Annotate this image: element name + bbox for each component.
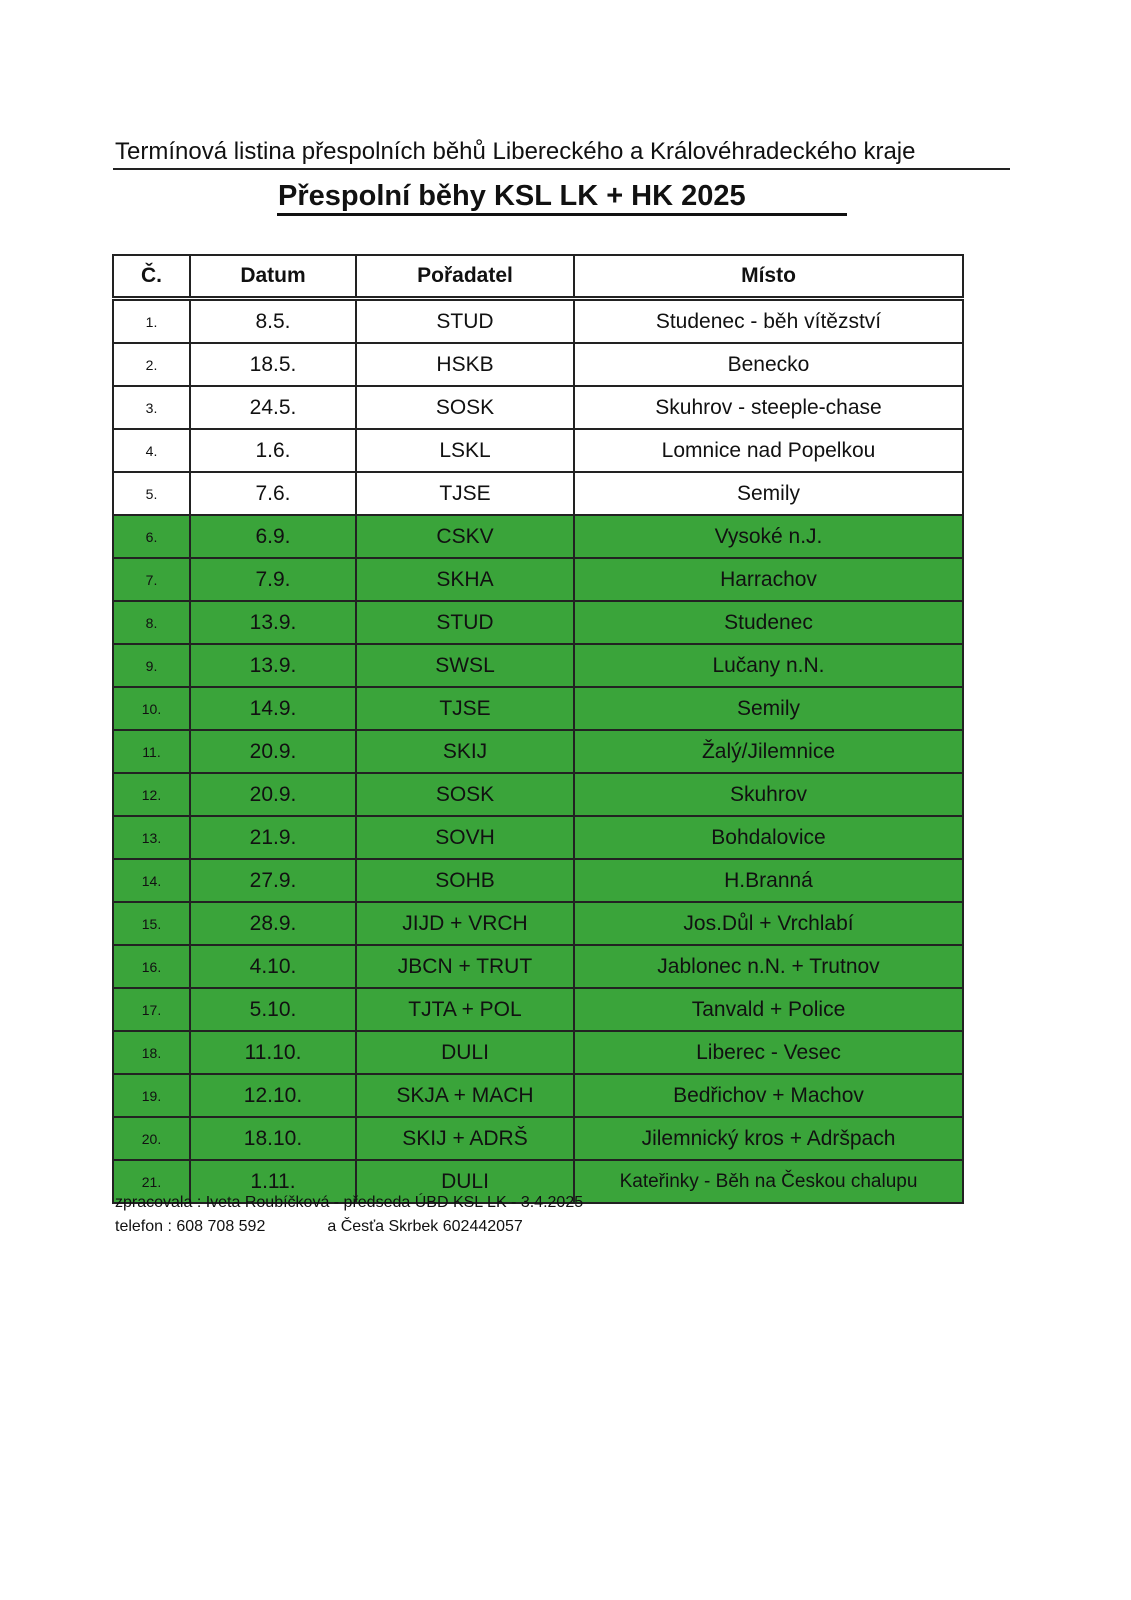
row-date: 20.9.	[190, 730, 356, 773]
table-row	[113, 601, 963, 644]
row-organizer: JBCN + TRUT	[356, 945, 574, 988]
row-place: Jilemnický kros + Adršpach	[574, 1117, 963, 1160]
row-place: Bohdalovice	[574, 816, 963, 859]
row-place: Jos.Důl + Vrchlabí	[574, 902, 963, 945]
row-date: 21.9.	[190, 816, 356, 859]
document-subtitle: Termínová listina přespolních běhů Libereckého a Královéhradeckého kraje	[115, 138, 916, 165]
row-number: 19.	[113, 1074, 190, 1117]
row-number: 3.	[113, 386, 190, 429]
row-date: 28.9.	[190, 902, 356, 945]
row-number: 11.	[113, 730, 190, 773]
row-place: Skuhrov - steeple-chase	[574, 386, 963, 429]
table-body	[113, 299, 963, 1204]
row-date: 20.9.	[190, 773, 356, 816]
subtitle-underline	[113, 168, 1010, 170]
row-number: 21.	[113, 1160, 190, 1203]
row-number: 8.	[113, 601, 190, 644]
table-row	[113, 859, 963, 902]
table-row	[113, 472, 963, 515]
row-place: H.Branná	[574, 859, 963, 902]
phone-contact: telefon : 608 708 592	[115, 1218, 266, 1235]
table-row	[113, 1074, 963, 1117]
row-number: 7.	[113, 558, 190, 601]
row-organizer: SOHB	[356, 859, 574, 902]
race-schedule-table	[112, 254, 964, 1204]
row-date: 4.10.	[190, 945, 356, 988]
row-date: 1.6.	[190, 429, 356, 472]
row-organizer: STUD	[356, 601, 574, 644]
row-place: Žalý/Jilemnice	[574, 730, 963, 773]
row-organizer: SKIJ + ADRŠ	[356, 1117, 574, 1160]
row-number: 15.	[113, 902, 190, 945]
row-date: 13.9.	[190, 601, 356, 644]
row-organizer: JIJD + VRCH	[356, 902, 574, 945]
row-place: Bedřichov + Machov	[574, 1074, 963, 1117]
row-organizer: SOSK	[356, 386, 574, 429]
row-place: Tanvald + Police	[574, 988, 963, 1031]
row-place: Vysoké n.J.	[574, 515, 963, 558]
row-number: 18.	[113, 1031, 190, 1074]
row-number: 16.	[113, 945, 190, 988]
row-organizer: SOVH	[356, 816, 574, 859]
table-row	[113, 687, 963, 730]
row-number: 1.	[113, 299, 190, 344]
row-date: 18.10.	[190, 1117, 356, 1160]
row-organizer: SWSL	[356, 644, 574, 687]
table-row	[113, 386, 963, 429]
row-place: Jablonec n.N. + Trutnov	[574, 945, 963, 988]
row-number: 10.	[113, 687, 190, 730]
row-number: 17.	[113, 988, 190, 1031]
column-header-number: Č.	[113, 255, 190, 299]
prepared-by-note: zpracovala : Iveta Roubíčková - předseda ÚBD KSL LK - 3.4.2025	[115, 1194, 584, 1211]
second-contact: a Česťa Skrbek 602442057	[327, 1218, 523, 1235]
row-number: 12.	[113, 773, 190, 816]
row-place: Studenec - běh vítězství	[574, 299, 963, 344]
row-date: 14.9.	[190, 687, 356, 730]
document-title: Přespolní běhy KSL LK + HK 2025	[278, 180, 746, 212]
row-number: 13.	[113, 816, 190, 859]
row-date: 1.11.	[190, 1160, 356, 1203]
row-organizer: SKIJ	[356, 730, 574, 773]
row-date: 12.10.	[190, 1074, 356, 1117]
row-number: 9.	[113, 644, 190, 687]
row-place: Kateřinky - Běh na Českou chalupu	[574, 1160, 963, 1203]
row-date: 13.9.	[190, 644, 356, 687]
row-number: 2.	[113, 343, 190, 386]
row-number: 5.	[113, 472, 190, 515]
table-row	[113, 515, 963, 558]
row-organizer: TJSE	[356, 687, 574, 730]
row-date: 11.10.	[190, 1031, 356, 1074]
row-organizer: DULI	[356, 1031, 574, 1074]
table-row	[113, 1031, 963, 1074]
row-place: Skuhrov	[574, 773, 963, 816]
row-date: 8.5.	[190, 299, 356, 344]
table-row	[113, 1117, 963, 1160]
table-row	[113, 945, 963, 988]
table-row	[113, 816, 963, 859]
row-organizer: TJTA + POL	[356, 988, 574, 1031]
row-organizer: HSKB	[356, 343, 574, 386]
row-date: 27.9.	[190, 859, 356, 902]
row-place: Benecko	[574, 343, 963, 386]
row-date: 18.5.	[190, 343, 356, 386]
column-header-organizer: Pořadatel	[356, 255, 574, 299]
title-underline	[277, 213, 847, 216]
row-number: 14.	[113, 859, 190, 902]
table-header-row	[113, 255, 963, 299]
row-place: Lučany n.N.	[574, 644, 963, 687]
row-date: 5.10.	[190, 988, 356, 1031]
row-organizer: DULI	[356, 1160, 574, 1203]
table-row	[113, 429, 963, 472]
table-row	[113, 988, 963, 1031]
row-place: Harrachov	[574, 558, 963, 601]
row-date: 7.6.	[190, 472, 356, 515]
row-organizer: SKHA	[356, 558, 574, 601]
row-number: 6.	[113, 515, 190, 558]
row-number: 20.	[113, 1117, 190, 1160]
row-organizer: CSKV	[356, 515, 574, 558]
table-row	[113, 730, 963, 773]
row-organizer: SOSK	[356, 773, 574, 816]
row-organizer: SKJA + MACH	[356, 1074, 574, 1117]
row-date: 24.5.	[190, 386, 356, 429]
row-organizer: LSKL	[356, 429, 574, 472]
row-place: Semily	[574, 687, 963, 730]
column-header-place: Místo	[574, 255, 963, 299]
row-number: 4.	[113, 429, 190, 472]
table-row	[113, 644, 963, 687]
table-row	[113, 299, 963, 344]
row-place: Liberec - Vesec	[574, 1031, 963, 1074]
row-organizer: STUD	[356, 299, 574, 344]
row-date: 6.9.	[190, 515, 356, 558]
table-row	[113, 558, 963, 601]
row-place: Lomnice nad Popelkou	[574, 429, 963, 472]
table-row	[113, 343, 963, 386]
row-organizer: TJSE	[356, 472, 574, 515]
row-date: 7.9.	[190, 558, 356, 601]
table-row	[113, 902, 963, 945]
column-header-date: Datum	[190, 255, 356, 299]
row-place: Semily	[574, 472, 963, 515]
row-place: Studenec	[574, 601, 963, 644]
table-row	[113, 773, 963, 816]
contact-line	[115, 1216, 523, 1238]
